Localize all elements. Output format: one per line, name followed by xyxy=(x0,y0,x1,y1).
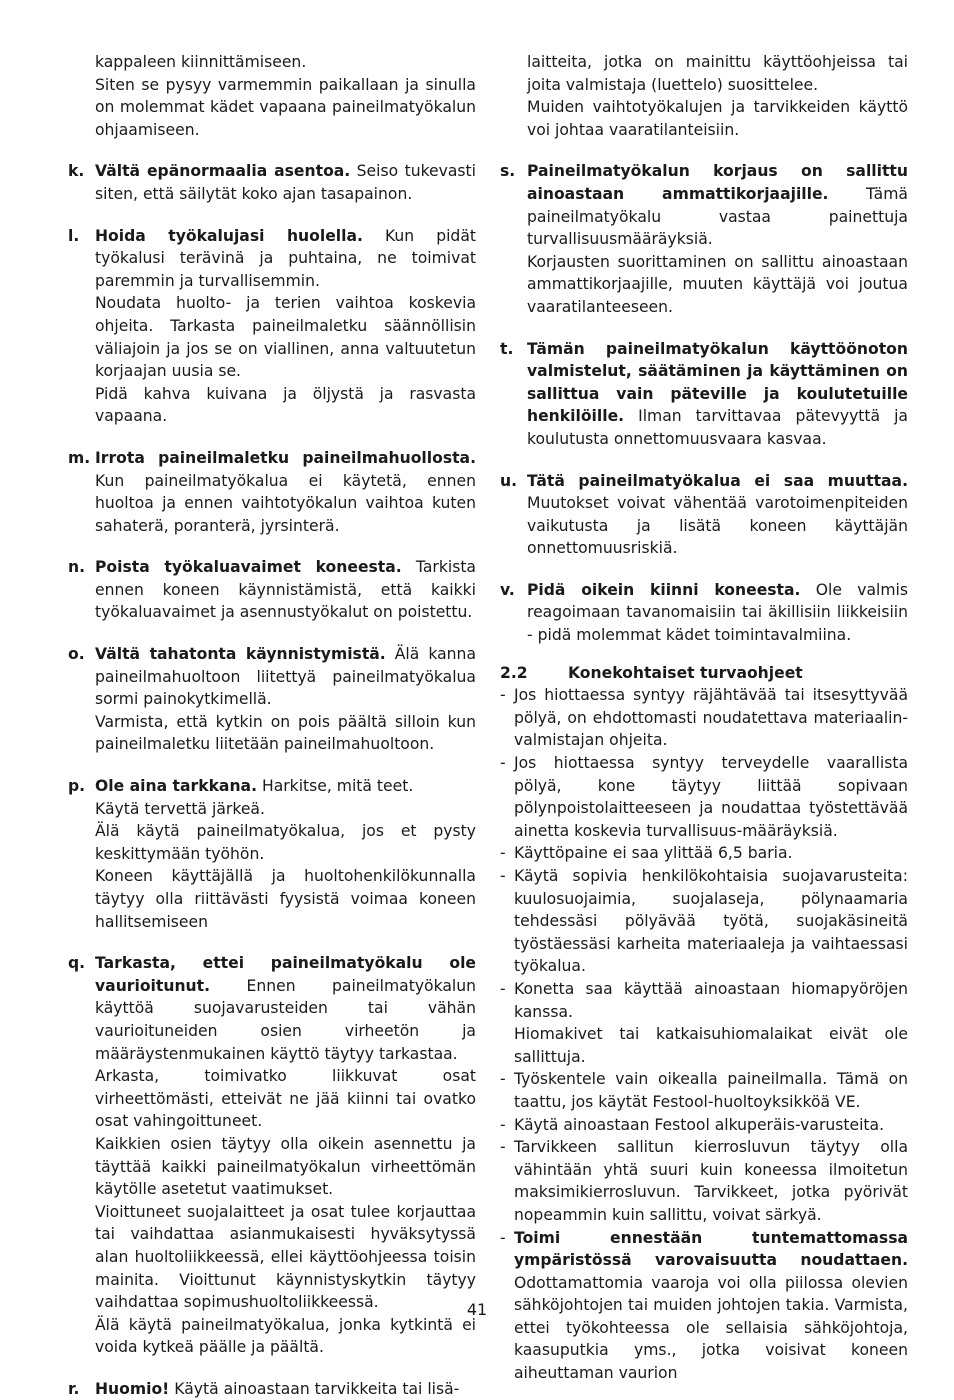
bullet-item xyxy=(500,842,908,865)
item-text xyxy=(95,225,476,293)
list-item xyxy=(68,556,476,624)
bullet-text xyxy=(514,1068,908,1113)
bullet-item xyxy=(500,1068,908,1113)
item-paragraph: Arkasta, toimivatko liikkuvat osat virheettömästi, etteivät ne jää kiinni tai ovatko osat vahingoittuneet. xyxy=(95,1067,476,1131)
item-label: p. xyxy=(68,777,86,796)
item-paragraph: Noudata huolto- ja terien vaihtoa koskevia ohjeita. Tarkasta paineilmaletku säännöllisin väliajoin ja jos se on viallinen, anna valtuutetun korjaajan uusia se. xyxy=(95,294,476,381)
intro-line: Siten se pysyy varmemmin paikallaan ja sinulla on molemmat kädet vapaana paineilmatyökalun ohjaamiseen. xyxy=(95,75,476,139)
item-heading: Paineilmatyökalun korjaus on sallittu ainoastaan ammattikorjaajille. xyxy=(527,162,908,203)
item-text xyxy=(95,952,476,1065)
right-column xyxy=(500,51,908,1385)
list-item xyxy=(500,579,908,647)
item-body: Käytä ainoastaan tarvikkeita tai lisä- xyxy=(169,1379,460,1398)
item-heading: Tätä paineilmatyökalua ei saa muuttaa. xyxy=(527,471,908,490)
item-text xyxy=(95,1378,476,1400)
item-label: l. xyxy=(68,226,80,245)
item-label: k. xyxy=(68,162,85,181)
bullet-text xyxy=(514,684,908,752)
section-number: 2.2 xyxy=(500,663,528,682)
item-paragraph: Pidä kahva kuivana ja öljystä ja rasvasta vapaana. xyxy=(95,384,476,426)
list-item xyxy=(68,225,476,428)
item-paragraph: Korjausten suorittaminen on sallittu ainoastaan ammattikorjaajille, muuten käyttäjä voi joutua vaaratilanteeseen. xyxy=(527,252,908,316)
item-text xyxy=(527,338,908,451)
list-item xyxy=(500,470,908,560)
bullet-paragraph: Hiomakivet tai katkaisuhiomalaikat eivät ole sallittuja. xyxy=(514,1025,908,1066)
item-heading: Tarkasta, ettei paineilmatyökalu ole vaurioitunut. xyxy=(95,954,476,995)
bullet-body: Odottamattomia vaaroja voi olla piilossa olevien sähköjohtojen tai muiden johtojen takia. Varmista, ettei työkohteessa ole sellaisia sähköjohtoja, kaasuputkia yms., jotka voisivat koneen aiheuttaman vaurion xyxy=(514,1273,908,1383)
item-label: q. xyxy=(68,954,86,973)
bullet-item xyxy=(500,684,908,752)
bullet-body: Työskentele vain oikealla paineilmalla. Tämä on taattu, jos käytät Festool-huoltoyksikköä VE. xyxy=(514,1070,908,1111)
list-item xyxy=(68,775,476,933)
left-column xyxy=(68,51,476,1400)
list-item xyxy=(68,1378,476,1400)
intro-line: Muiden vaihtotyökalujen ja tarvikkeiden käyttö voi johtaa vaaratilanteisiin. xyxy=(527,98,908,139)
bullet-dash: - xyxy=(500,754,506,773)
bullet-body: Käytä sopivia henkilökohtaisia suojavarusteita: kuulosuojaimia, suojalaseja, pölynaamaria tehdessäsi pölyävää työtä, suojakäsineitä työstäessäsi karheita materiaaleja ja vaihtaessasi työkalua. xyxy=(514,867,908,976)
item-heading: Irrota paineilmaletku paineilmahuollosta. xyxy=(95,448,476,467)
bullet-dash: - xyxy=(500,867,506,885)
section-title: Konekohtaiset turvaohjeet xyxy=(568,663,803,682)
item-body: Muutokset voivat vähentää varotoimenpiteiden vaikutusta ja lisätä koneen käyttäjän onnettomuusriskiä. xyxy=(527,494,908,558)
item-body: Kun paineilmatyökalua ei käytetä, ennen huoltoa ja ennen vaihtotyökalun vaihtoa kuten sahaterä, poranterä, jyrsinterä. xyxy=(95,471,476,535)
bullet-item xyxy=(500,978,908,1068)
list-item xyxy=(500,338,908,451)
item-text xyxy=(95,556,476,624)
item-body: Tarkista ennen koneen käynnistämistä, että kaikki työkaluavaimet ja asennustyökalut on poistettu. xyxy=(95,558,476,622)
intro-block xyxy=(68,51,476,141)
bullet-list xyxy=(500,684,908,1384)
item-paragraph: Vioittuneet suojalaitteet ja osat tulee korjauttaa tai vaihdattaa asianmukaisesti hyväksytyssä alan huoltoliikkeessä, ellei käyttöohjeessa toisin mainita. Vioittunut käynnistyskytkin täytyy vaihdattaa sopimushuoltoliikkeessä. xyxy=(95,1202,476,1312)
item-body: Ilman tarvittavaa pätevyyttä ja koulutusta onnettomuusvaara kasvaa. xyxy=(527,407,908,448)
item-paragraph: Käytä tervettä järkeä. xyxy=(95,799,265,818)
item-paragraph: Älä käytä paineilmatyökalua, jonka kytkintä ei voida kytkeä päälle ja päältä. xyxy=(95,1315,476,1357)
item-heading: Huomio! xyxy=(95,1379,170,1398)
item-body: Ennen paineilmatyökalun käyttöä suojavarusteiden tai vähän vaurioituneiden osien virheetön ja määräystenmukainen käyttö täytyy tarkastaa. xyxy=(95,976,476,1063)
item-heading: Vältä tahatonta käynnistymistä. xyxy=(95,645,386,664)
item-text xyxy=(95,643,476,711)
page-number: 41 xyxy=(466,1300,488,1319)
item-label: s. xyxy=(500,162,516,181)
item-body: Tämä paineilmatyökalu vastaa painettuja turvallisuusmääräyksiä. xyxy=(527,184,908,249)
item-heading: Vältä epänormaalia asentoa. xyxy=(95,162,351,181)
item-paragraph: Varmista, että kytkin on pois päältä silloin kun paineilmaletku liitetään paineilmahuoltoon. xyxy=(95,712,476,754)
item-paragraph: Kaikkien osien täytyy olla oikein asennettu ja täyttää kaikki paineilmatyökalun virheettömän käytölle asetetut vaatimukset. xyxy=(95,1134,476,1199)
item-label: t. xyxy=(500,339,514,358)
item-label: o. xyxy=(68,645,85,664)
list-item xyxy=(500,160,908,318)
bullet-text xyxy=(514,978,908,1023)
item-label: v. xyxy=(500,580,515,599)
section-heading xyxy=(500,662,908,685)
item-label: n. xyxy=(68,558,86,577)
bullet-body: Tarvikkeen sallitun kierrosluvun täytyy olla vähintään yhtä suuri kuin koneessa ilmoitetun maksimikierrosluvun. Tarvikkeet, jotka pyörivät nopeammin kuin sallittu, voivat särkyä. xyxy=(514,1138,908,1224)
item-label: r. xyxy=(68,1379,80,1398)
item-heading: Tämän paineilmatyökalun käyttöönoton valmistelut, säätäminen ja käyttäminen on sallittua vain päteville ja koulutetuille henkilöille. xyxy=(527,339,908,426)
bullet-text xyxy=(514,865,908,978)
intro-line: kappaleen kiinnittämiseen. xyxy=(95,53,307,71)
list-item xyxy=(68,447,476,537)
item-heading: Ole aina tarkkana. xyxy=(95,777,258,796)
bullet-dash: - xyxy=(500,844,506,863)
item-text xyxy=(95,447,476,537)
item-text xyxy=(95,775,476,798)
bullet-dash: - xyxy=(500,1228,506,1247)
item-heading: Hoida työkalujasi huolella. xyxy=(95,226,363,245)
bullet-dash: - xyxy=(500,1115,506,1134)
bullet-item xyxy=(500,865,908,978)
item-paragraph: Koneen käyttäjällä ja huoltohenkilökunnalla täytyy olla riittävästi fyysistä voimaa koneen hallitsemiseen xyxy=(95,867,476,931)
intro-block xyxy=(500,51,908,141)
item-body: Seiso tukevasti siten, että säilytät koko ajan tasapainon. xyxy=(95,162,476,203)
bullet-item xyxy=(500,1114,908,1137)
item-body: Ole valmis reagoimaan tavanomaisiin tai äkillisiin liikkeisiin - pidä molemmat kädet toimintavalmiina. xyxy=(527,580,908,645)
bullet-item xyxy=(500,1136,908,1226)
list-item xyxy=(68,160,476,205)
bullet-text xyxy=(514,842,908,865)
item-text xyxy=(527,470,908,560)
bullet-text xyxy=(514,752,908,842)
bullet-text xyxy=(514,1114,908,1137)
item-body: Kun pidät työkalusi terävinä ja puhtaina, ne toimivat paremmin ja turvallisemmin. xyxy=(95,226,476,290)
left-items xyxy=(68,160,476,1400)
item-heading: Pidä oikein kiinni koneesta. xyxy=(527,580,801,599)
item-label: m. xyxy=(68,448,91,467)
bullet-body: Konetta saa käyttää ainoastaan hiomapyöröjen kanssa. xyxy=(514,979,908,1021)
item-heading: Poista työkaluavaimet koneesta. xyxy=(95,558,402,577)
bullet-dash: - xyxy=(500,1070,506,1089)
item-body: Älä kanna paineilmahuoltoon liitettyä paineilmatyökalua sormi painokytkimellä. xyxy=(95,645,476,709)
bullet-dash: - xyxy=(500,686,506,705)
bullet-body: Jos hiottaessa syntyy räjähtävää tai itsesyttyvää pölyä, on ehdottomasti noudatettava materiaalin-valmistajan ohjeita. xyxy=(514,686,908,750)
bullet-body: Käytä ainoastaan Festool alkuperäis-varusteita. xyxy=(514,1115,885,1134)
bullet-body: Jos hiottaessa syntyy terveydelle vaarallista pölyä, kone täytyy liittää sopivaan pölynpoistolaitteeseen ja noudattaa työstettävää ainetta koskevia turvallisuus-määräyksiä. xyxy=(514,754,908,840)
bullet-dash: - xyxy=(500,979,506,998)
item-text xyxy=(95,160,476,205)
item-text xyxy=(527,579,908,647)
item-body: Harkitse, mitä teet. xyxy=(257,777,414,796)
list-item xyxy=(68,952,476,1359)
list-item xyxy=(68,643,476,756)
bullet-dash: - xyxy=(500,1138,506,1157)
item-text xyxy=(527,160,908,250)
intro-line: laitteita, jotka on mainittu käyttöohjeissa tai joita valmistaja (luettelo) suosittelee. xyxy=(527,53,908,94)
item-paragraph: Älä käytä paineilmatyökalua, jos et pysty keskittymään työhön. xyxy=(95,822,476,863)
bullet-body: Käyttöpaine ei saa ylittää 6,5 baria. xyxy=(514,844,793,863)
bullet-item xyxy=(500,752,908,842)
bullet-text xyxy=(514,1136,908,1226)
bullet-heading: Toimi ennestään tuntemattomassa ympäristössä varovaisuutta noudattaen. xyxy=(514,1228,908,1270)
right-items xyxy=(500,160,908,646)
item-label: u. xyxy=(500,471,518,490)
